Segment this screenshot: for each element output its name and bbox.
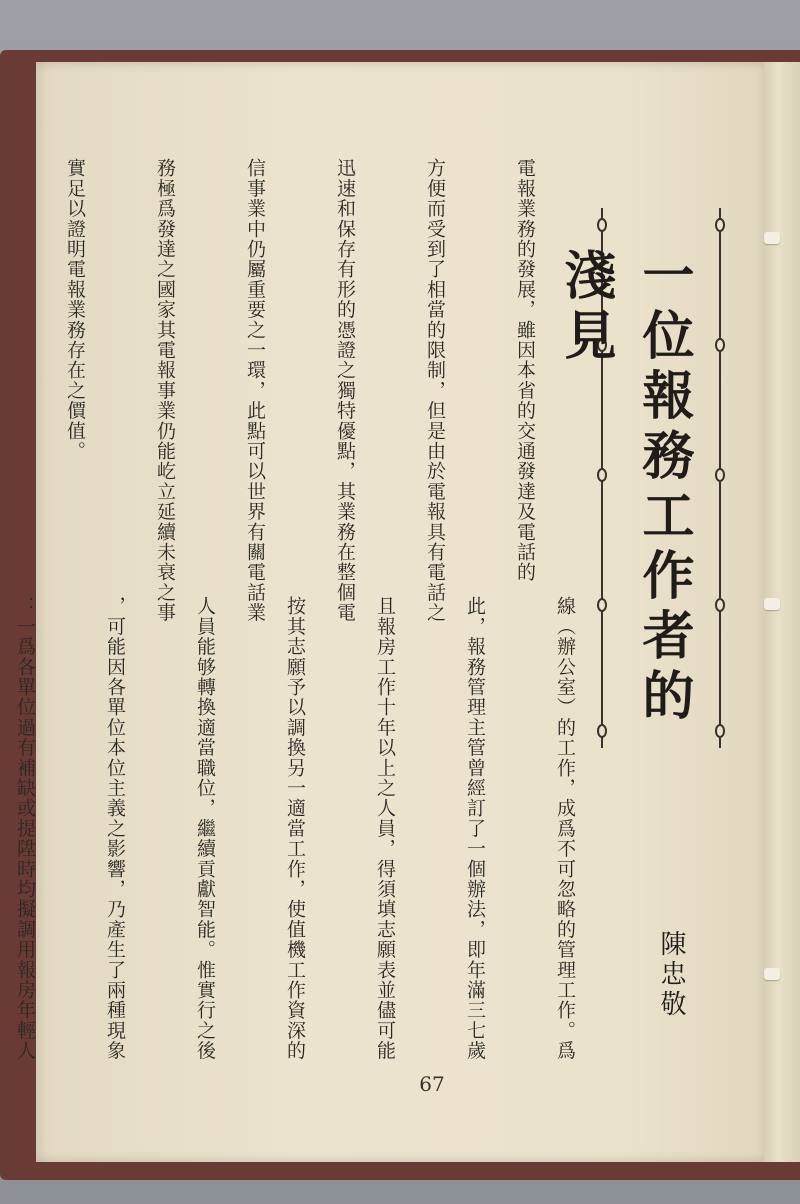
text-column: 務極爲發達之國家其電報事業仍能屹立延續未衰之事 — [154, 158, 176, 623]
text-column: 線（辦公室）的工作，成爲不可忽略的管理工作。爲 — [554, 596, 576, 1061]
text-column: 此，報務管理主管曾經訂了一個辦法，即年滿三七歲 — [464, 596, 486, 1061]
text-column: 且報房工作十年以上之人員，得須填志願表並儘可能 — [374, 596, 396, 1061]
text-column: ：一爲各單位過有補缺或提陞時均擬調用報房年輕人 — [14, 596, 36, 1061]
text-column: ，可能因各單位本位主義之影響，乃產生了兩種現象 — [104, 596, 126, 1061]
binding-stitch — [764, 598, 780, 610]
author-name: 陳忠敬 — [656, 930, 686, 1020]
article-title: 一位報務工作者的淺見 — [555, 248, 694, 728]
text-column: 迅速和保存有形的憑證之獨特優點，其業務在整個電 — [334, 158, 356, 623]
upper-text-block — [64, 158, 600, 623]
lower-text-block — [14, 596, 640, 1066]
page-number: 67 — [419, 1072, 445, 1096]
text-column: 人員能够轉換適當職位，繼續貢獻智能。惟實行之後 — [194, 596, 216, 1061]
ornamental-rule-right — [714, 208, 726, 748]
binding-stitch — [764, 968, 780, 980]
book-gutter — [764, 62, 800, 1162]
text-column: 方便而受到了相當的限制，但是由於電報具有電話之 — [424, 158, 446, 623]
text-column: 電報業務的發展，雖因本省的交通發達及電話的 — [514, 158, 536, 583]
text-column: 按其志願予以調換另一適當工作，使值機工作資深的 — [284, 596, 306, 1061]
text-column: 信事業中仍屬重要之一環，此點可以世界有關電話業 — [244, 158, 266, 623]
text-column: 實足以證明電報業務存在之價值。 — [64, 158, 86, 461]
binding-stitch — [764, 232, 780, 244]
